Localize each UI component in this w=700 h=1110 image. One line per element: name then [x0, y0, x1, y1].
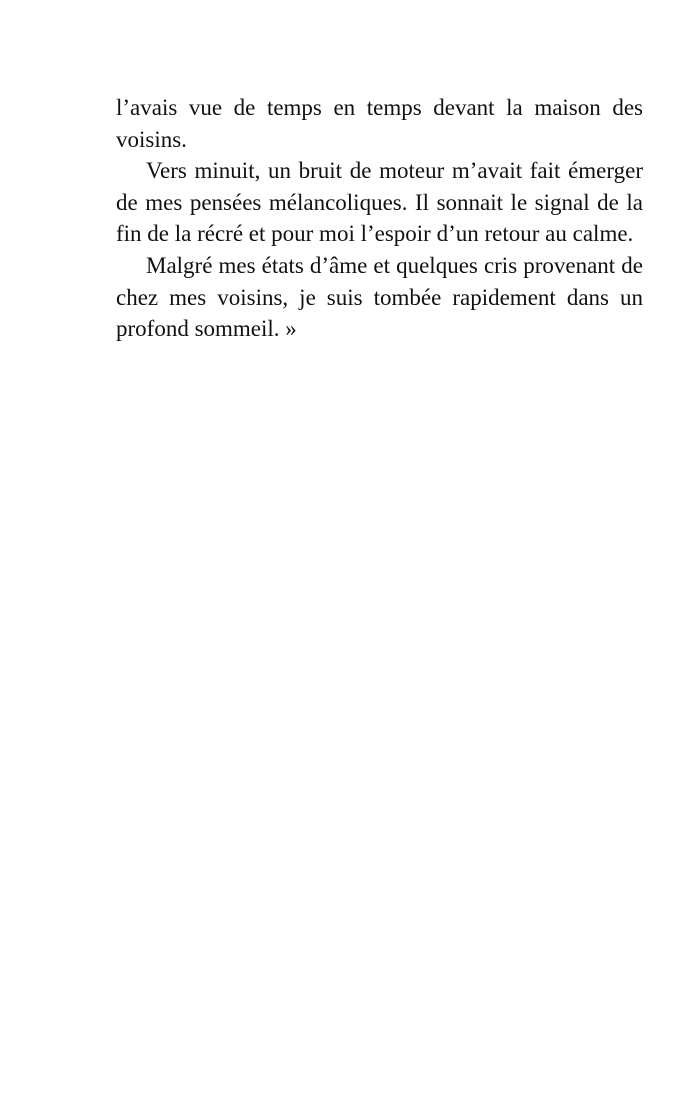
- paragraph-deep-sleep: Malgré mes états d’âme et quelques cris provenant de chez mes voisins, je suis tombée rapidement dans un profond sommeil. »: [116, 252, 643, 342]
- document-page: [116, 92, 643, 345]
- paragraph-continuation: l’avais vue de temps en temps devant la maison des voisins.: [116, 95, 643, 152]
- paragraph-midnight-engine: Vers minuit, un bruit de moteur m’avait fait émerger de mes pensées mélancoliques. Il sonnait le signal de la fin de la récré et pour moi l’espoir d’un retour au calme.: [116, 158, 643, 247]
